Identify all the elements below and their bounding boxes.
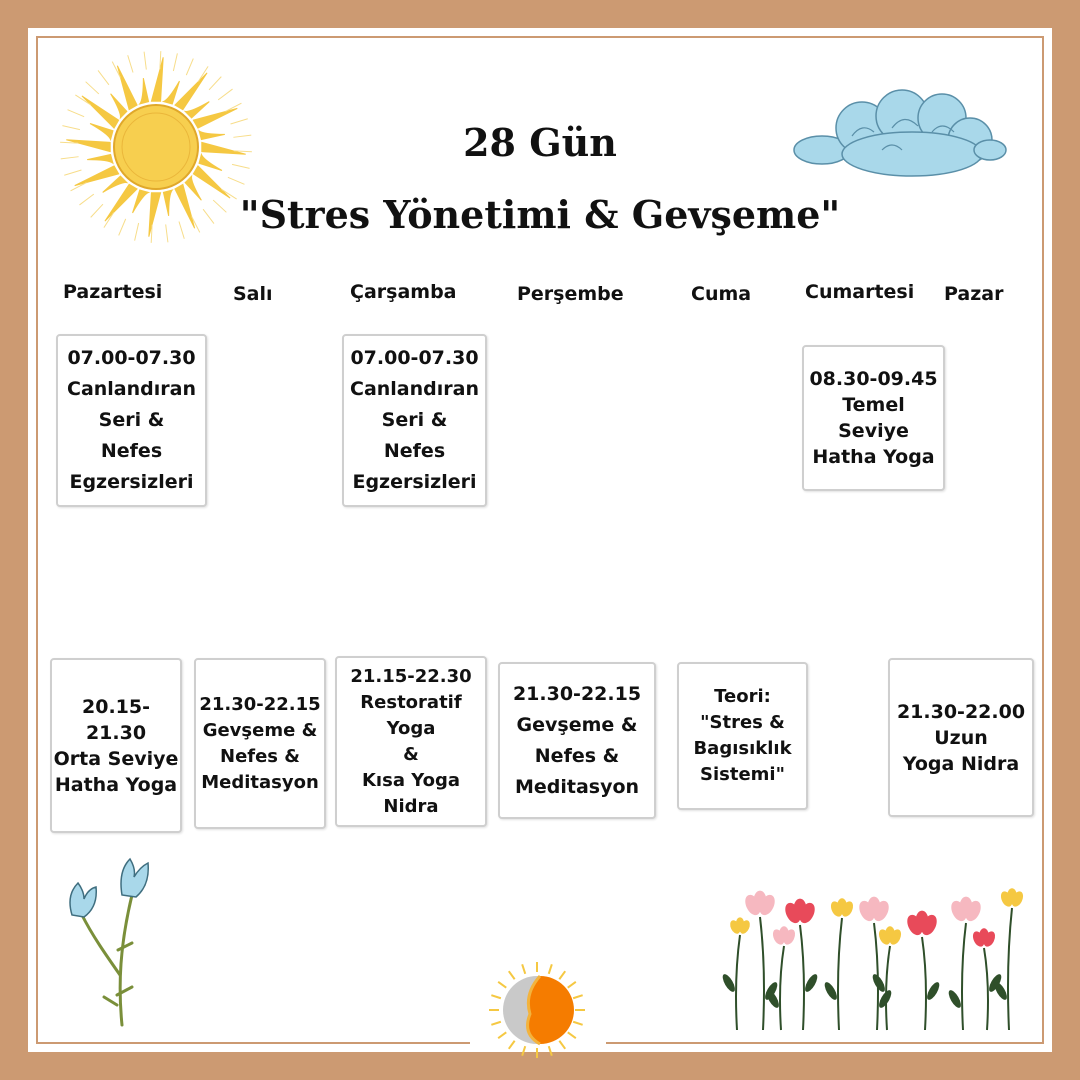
session-line: Nefes & [220, 745, 300, 767]
session-line: Teori: [714, 686, 771, 707]
session-line: & [403, 743, 419, 765]
session-line: Seri & [381, 409, 448, 431]
session-card-cuma-evening [677, 662, 808, 810]
tulip-icon [62, 855, 172, 1030]
session-line: Restoratif [360, 691, 462, 713]
session-line: Temel Seviye [838, 394, 909, 442]
day-label-sali: Salı [233, 283, 273, 305]
session-line: Yoga Nidra [902, 752, 1020, 775]
session-line: Orta Seviye [53, 747, 179, 770]
session-card-pazar-evening [888, 658, 1034, 817]
session-line: Hatha Yoga [54, 773, 178, 796]
session-time: 21.30-22.15 [512, 682, 642, 705]
session-line: Egzersizleri [352, 471, 477, 493]
sun-moon-logo-icon [478, 962, 596, 1062]
session-time: 07.00-07.30 [67, 347, 196, 369]
session-line: Canlandıran [350, 378, 479, 400]
page-title: 28 Gün [463, 120, 617, 165]
session-line: "Stres & [700, 712, 785, 733]
session-card-cumartesi-morning [802, 345, 945, 491]
page-subtitle: "Stres Yönetimi & Gevşeme" [239, 192, 841, 237]
day-label-pazartesi: Pazartesi [63, 281, 163, 303]
flowers-icon [722, 885, 1032, 1030]
session-line: Nefes & [534, 744, 620, 767]
session-line: Hatha Yoga [812, 446, 935, 468]
session-line: Meditasyon [201, 771, 319, 793]
session-line: Seri & [98, 409, 165, 431]
session-card-pazartesi-evening [50, 658, 182, 833]
session-line: Gevşeme & [516, 713, 638, 736]
session-time: 08.30-09.45 [809, 368, 938, 390]
session-line: Uzun [934, 726, 988, 749]
session-time: 21.30-22.15 [199, 693, 321, 715]
session-line: Sistemi" [700, 764, 785, 785]
session-time: 07.00-07.30 [350, 347, 479, 369]
session-card-carsamba-evening [335, 656, 487, 827]
session-time: 21.30-22.00 [896, 700, 1026, 723]
session-line: Meditasyon [514, 775, 640, 798]
day-label-pazar: Pazar [944, 283, 1004, 305]
session-card-persembe-evening [498, 662, 656, 819]
session-line: Yoga [386, 717, 436, 739]
session-line: Gevşeme & [202, 719, 318, 741]
day-label-cumartesi: Cumartesi [805, 281, 915, 303]
session-card-carsamba-morning [342, 334, 487, 507]
session-time: 20.15-21.30 [82, 695, 150, 744]
day-label-cuma: Cuma [691, 283, 752, 305]
session-card-sali-evening [194, 658, 326, 829]
session-line: Nidra [383, 795, 439, 817]
session-line: Nefes [383, 440, 446, 462]
day-label-carsamba: Çarşamba [350, 281, 457, 303]
day-label-persembe: Perşembe [517, 283, 624, 305]
session-line: Egzersizleri [69, 471, 194, 493]
session-line: Bagısıklık [693, 738, 792, 759]
session-card-pazartesi-morning [56, 334, 207, 507]
session-line: Nefes [100, 440, 163, 462]
session-line: Canlandıran [67, 378, 196, 400]
session-time: 21.15-22.30 [350, 665, 472, 687]
session-line: Kısa Yoga [361, 769, 461, 791]
